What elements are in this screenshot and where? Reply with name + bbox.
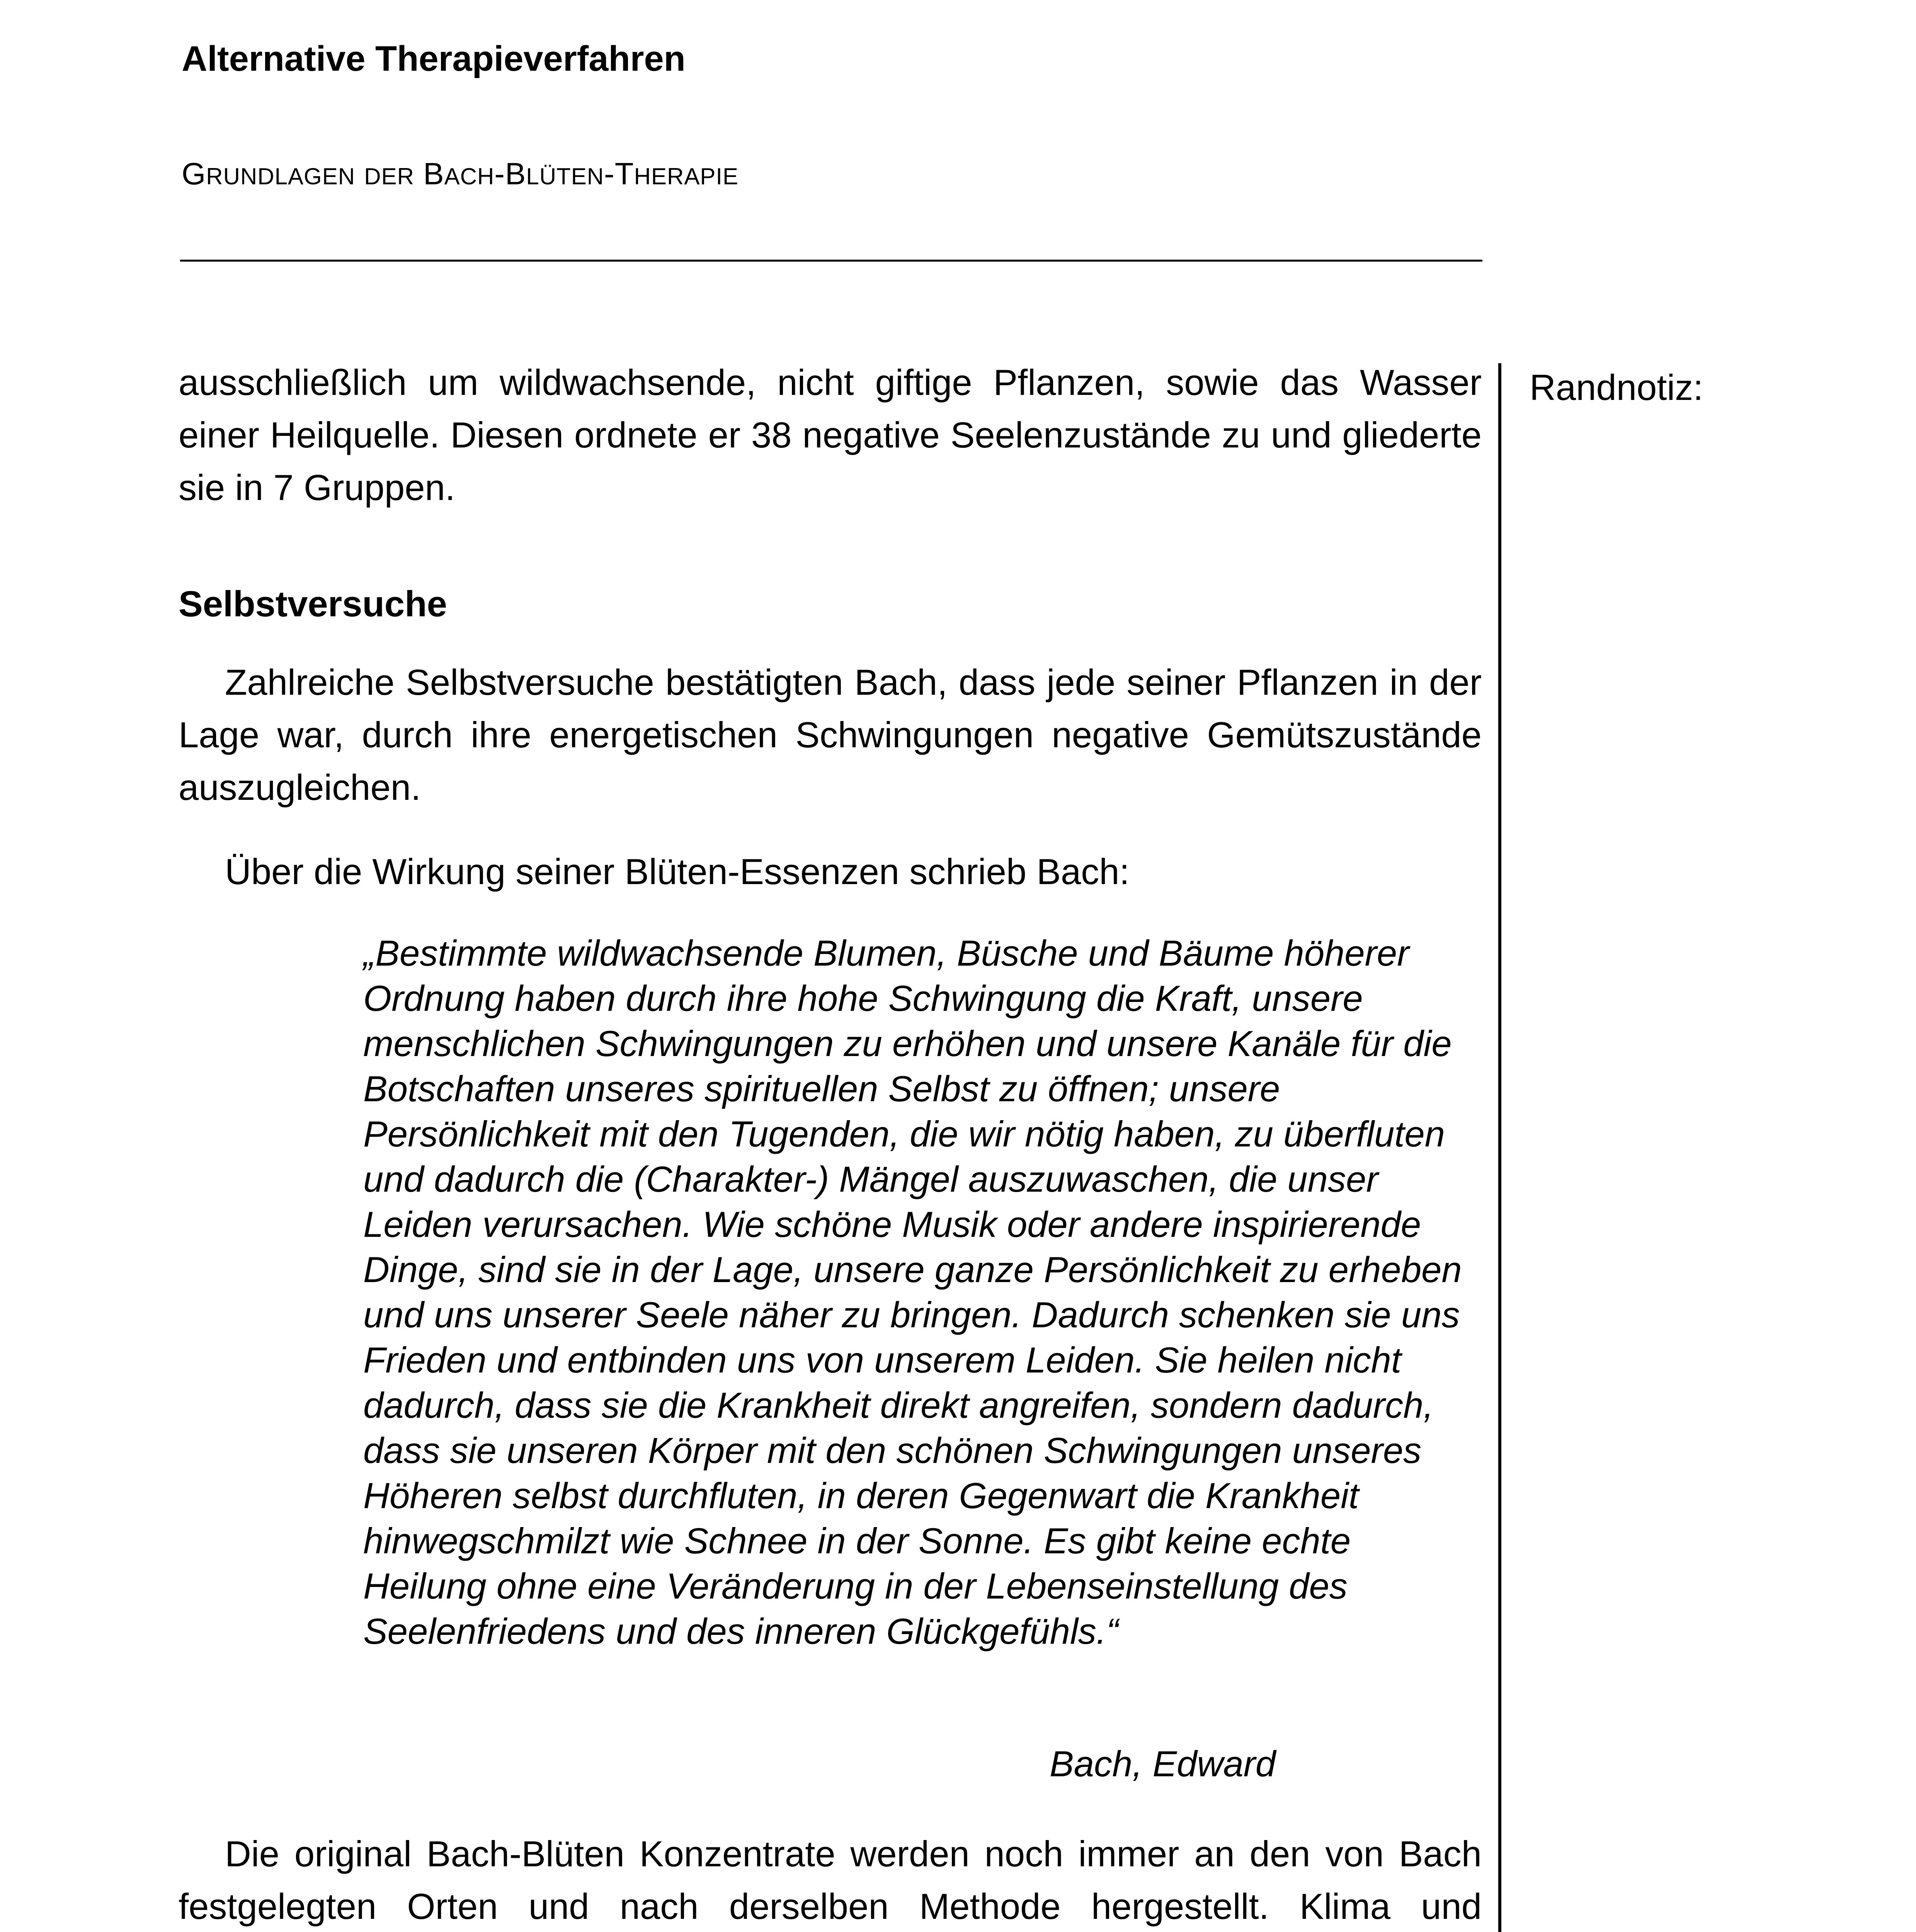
wirkung-intro-paragraph: Über die Wirkung seiner Blüten-Essenzen schrieb Bach: [225, 851, 1130, 892]
quote-author: Bach, Edward [1050, 1743, 1276, 1784]
intro-paragraph: ausschließlich um wildwachsende, nicht giftige Pflanzen, sowie das Wasser einer Heilquelle. Diesen ordnete er 38 negative Seelenzustände zu und gliederte sie in 7 Gruppen. [179, 362, 1482, 508]
selbstversuche-paragraph: Zahlreiche Selbstversuche bestätigten Bach, dass jede seiner Pflanzen in der Lage war, durch ihre energetischen Schwingungen negative Gemütszustände auszugleichen. [179, 662, 1482, 808]
bach-quote: „Bestimmte wildwachsende Blumen, Büsche und Bäume höherer Ordnung haben durch ihre hohe Schwingung die Kraft, unsere menschlichen Schwingungen zu erhöhen und unsere Kanäle für die Botschaften unseres spirituellen Selbst zu öffnen; unsere Persönlichkeit mit den Tugenden, die wir nötig haben, zu überfluten und dadurch die (Charakter-) Mängel auszuwaschen, die unser Leiden verursachen. Wie schöne Musik oder andere inspirierende Dinge, sind sie in der Lage, unsere ganze Persönlichkeit zu erheben und uns unserer Seele näher zu bringen. Dadurch schenken sie uns Frieden und entbinden uns von unserem Leiden. Sie heilen nicht dadurch, dass sie die Krankheit direkt angreifen, sondern dadurch, dass sie unseren Körper mit den schönen Schwingungen unseres Höheren selbst durchfluten, in deren Gegenwart die Krankheit hinwegschmilzt wie Schnee in der Sonne. Es gibt keine echte Heilung ohne eine Veränderung in der Lebenseinstellung des Seelenfriedens und des inneren Glückgefühls.“ [363, 933, 1462, 1651]
chapter-subtitle [182, 155, 738, 196]
section-heading: Selbstversuche [179, 583, 447, 624]
header-divider [180, 260, 1482, 262]
document-title: Alternative Therapieverfahren [182, 39, 686, 78]
margin-note-label: Randnotiz: [1530, 367, 1703, 408]
margin-divider [1498, 363, 1501, 1932]
original-paragraph: Die original Bach-Blüten Konzentrate werden noch immer an den von Bach festgelegten Orten und nach derselben Methode hergestellt. Klima und [179, 1833, 1482, 1927]
chapter-subtitle-text: GRUNDLAGEN DER BACH-BLÜTEN-THERAPIE [182, 156, 739, 191]
